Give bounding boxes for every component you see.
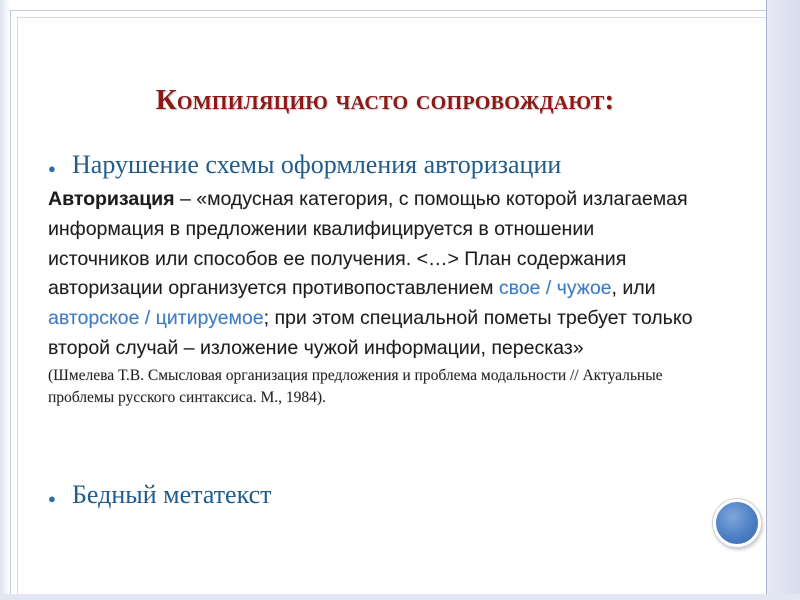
blue-circle-icon bbox=[713, 499, 761, 547]
bullet-item-1 bbox=[48, 148, 561, 182]
bullet-item-1-text: Нарушение схемы оформления авторизации bbox=[72, 150, 562, 179]
definition-term: Авторизация bbox=[48, 188, 175, 210]
definition-text-2: , или bbox=[611, 277, 656, 300]
highlight-author-quoted: авторское / цитируемое bbox=[48, 307, 264, 330]
bottom-border-band bbox=[0, 594, 800, 600]
definition-text-3: ; при этом специальной пометы требует только второй случай – изложение чужой информации, пересказ» bbox=[48, 307, 693, 359]
right-border-line bbox=[766, 0, 767, 600]
bullet-icon: ● bbox=[48, 491, 56, 506]
definition-paragraph bbox=[48, 185, 698, 409]
bullet-item-2-text: Бедный метатекст bbox=[72, 480, 272, 509]
citation: (Шмелева Т.В. Смысловая организация предложения и проблема модальности // Актуальные проблемы русского синтаксиса. М., 1984). bbox=[48, 366, 663, 406]
left-border-band bbox=[0, 0, 10, 600]
right-border-strip bbox=[766, 0, 800, 600]
highlight-own-foreign: свое / чужое bbox=[498, 277, 612, 300]
bullet-item-2 bbox=[48, 478, 271, 512]
slide-title: Компиляцию часто сопровождают: bbox=[155, 84, 615, 116]
bullet-icon: ● bbox=[48, 161, 56, 176]
definition-text-1: – «модусная категория, с помощью которой излагаемая информация в предложении квалифицируется в отношении источников или способов ее получения. <…> План содержания авторизации организуется противопоставлением bbox=[48, 188, 688, 300]
